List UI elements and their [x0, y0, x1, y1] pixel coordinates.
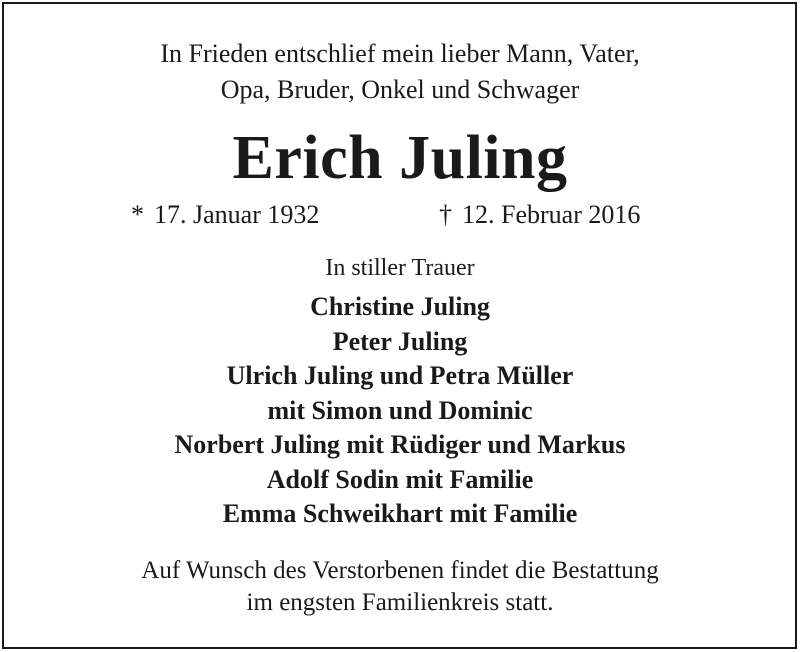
intro-line: Opa, Bruder, Onkel und Schwager — [220, 75, 580, 104]
mourner-line: Christine Juling — [310, 292, 490, 321]
mourner-line: Emma Schweikhart mit Familie — [222, 499, 578, 528]
mourner-line: Ulrich Juling und Petra Müller — [226, 361, 574, 390]
closing-line: Auf Wunsch des Verstorbenen findet die Bestattung — [141, 557, 659, 584]
mourning-text: In stiller Trauer — [325, 255, 475, 281]
mourner-line: Adolf Sodin mit Familie — [266, 464, 534, 494]
deceased-name: Erich Juling — [232, 124, 568, 192]
birth-date — [131, 197, 319, 233]
intro-line: In Frieden entschlief mein lieber Mann, Vater, — [160, 39, 640, 68]
birth-symbol: * — [131, 200, 144, 229]
death-date-value: 12. Februar 2016 — [462, 200, 641, 229]
closing-text — [0, 555, 800, 619]
birth-date-value: 17. Januar 1932 — [154, 200, 320, 229]
death-date — [439, 197, 640, 233]
life-dates — [0, 197, 800, 233]
intro-text — [0, 36, 800, 108]
mourners-list — [0, 290, 800, 532]
death-symbol: † — [439, 200, 452, 229]
mourner-line: Peter Juling — [332, 326, 468, 356]
mourner-line: Norbert Juling mit Rüdiger und Markus — [174, 430, 626, 459]
mourner-line: mit Simon und Dominic — [267, 395, 533, 425]
closing-line: im engsten Familienkreis statt. — [246, 589, 554, 616]
